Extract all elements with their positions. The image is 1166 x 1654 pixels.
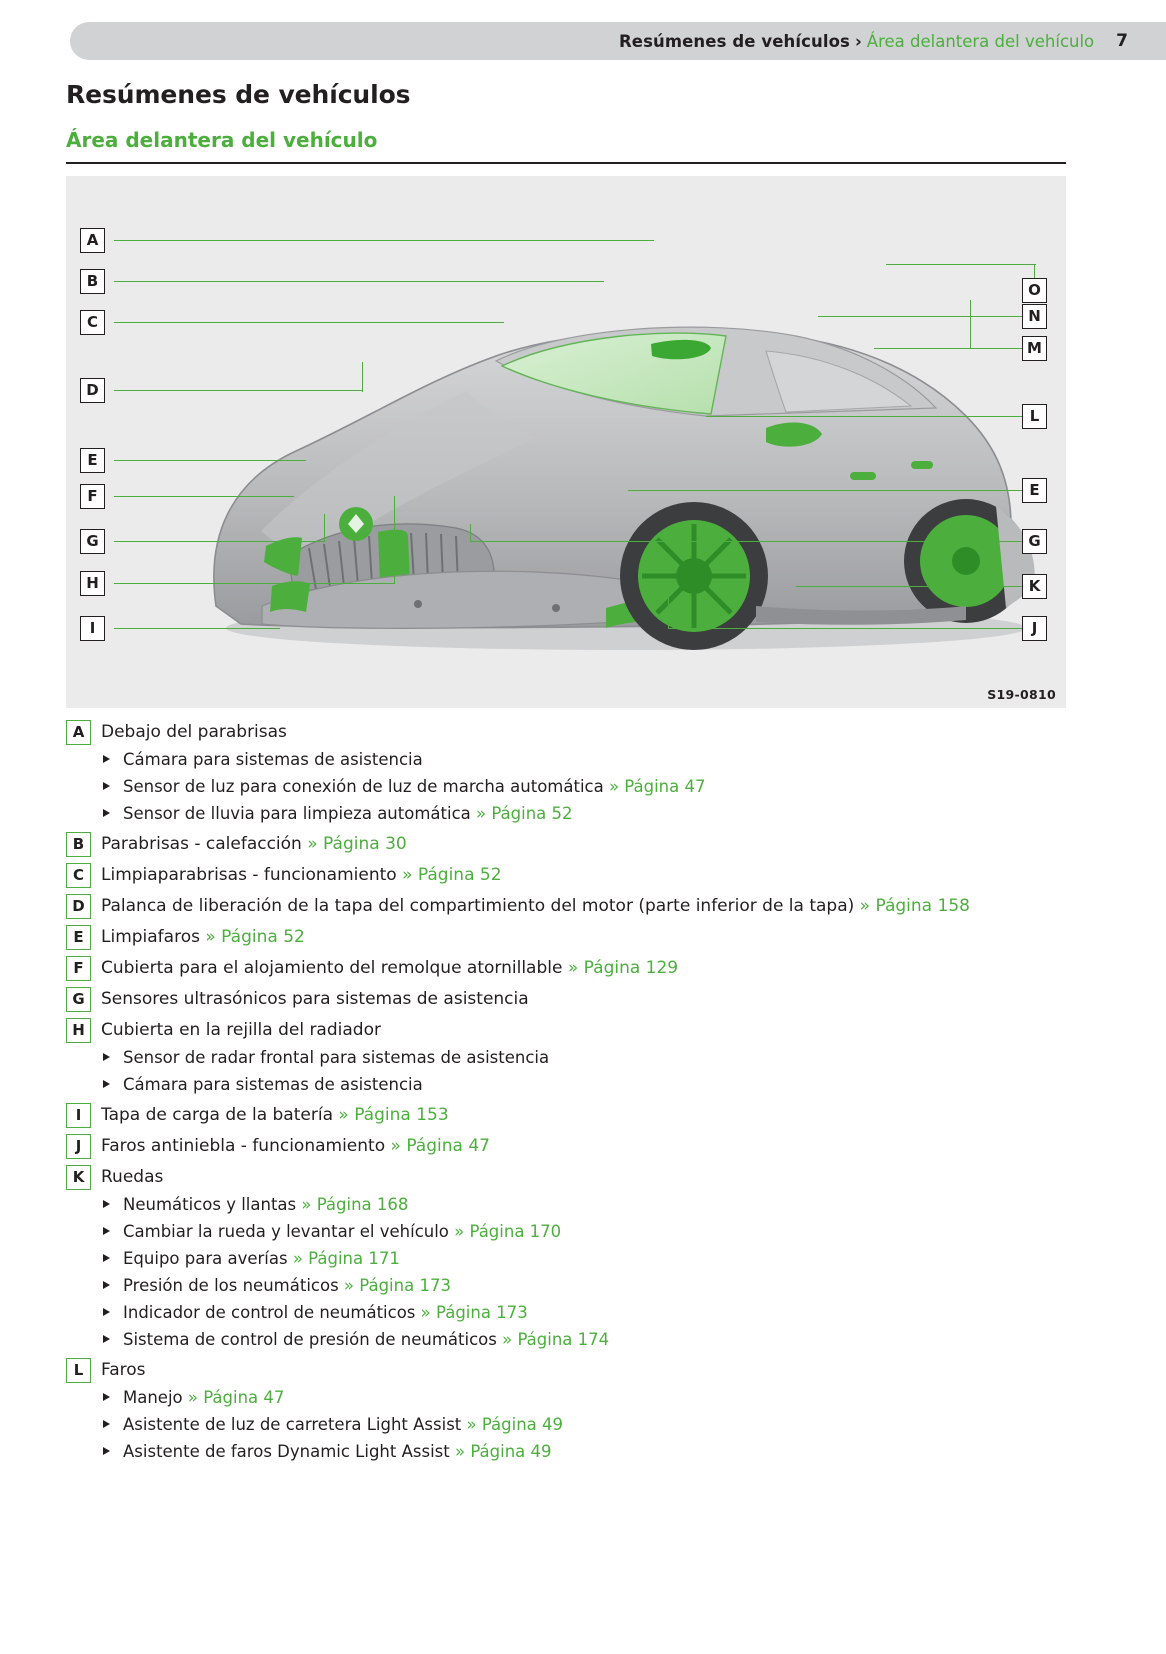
callout-j: J (1022, 616, 1047, 641)
legend-row (66, 1132, 1096, 1160)
callout-e-left: E (80, 448, 105, 473)
page-reference-link[interactable]: » Página 52 (199, 927, 305, 947)
callout-f: F (80, 484, 105, 509)
legend-subitem-text: Asistente de luz de carretera Light Assist (123, 1415, 462, 1434)
leader-line-b (114, 281, 604, 282)
legend-subitem (101, 800, 1096, 827)
page-reference-link[interactable]: » Página 174 (496, 1330, 610, 1349)
triangle-bullet-icon (103, 1281, 110, 1289)
leader-line-j (668, 628, 1046, 629)
legend-subitem-text: Asistente de faros Dynamic Light Assist (123, 1442, 450, 1461)
callout-m: M (1022, 336, 1047, 361)
legend-title (101, 1132, 1096, 1160)
page-number: 7 (1116, 31, 1128, 51)
legend-key: C (66, 863, 91, 888)
leader-line-d-vert (362, 362, 363, 392)
title-divider (66, 162, 1066, 164)
legend-row (66, 1101, 1096, 1129)
leader-line-n (818, 316, 1038, 317)
triangle-bullet-icon (103, 1053, 110, 1061)
legend-title (101, 1016, 1096, 1044)
legend-subitem-text: Presión de los neumáticos (123, 1276, 339, 1295)
legend-title-text: Faros (101, 1360, 146, 1380)
legend-title-text: Limpiaparabrisas - funcionamiento (101, 865, 397, 885)
legend-row (66, 923, 1096, 951)
legend-key: G (66, 987, 91, 1012)
triangle-bullet-icon (103, 1393, 110, 1401)
page-reference-link[interactable]: » Página 49 (461, 1415, 564, 1434)
leader-line-k (796, 586, 1046, 587)
legend-row (66, 861, 1096, 889)
legend-subitem-text: Sistema de control de presión de neumáticos (123, 1330, 497, 1349)
legend-subitem (101, 1411, 1096, 1438)
legend-key: D (66, 894, 91, 919)
legend-row (66, 892, 1096, 920)
leader-line-a (114, 240, 654, 241)
legend-title-text: Palanca de liberación de la tapa del compartimiento del motor (parte inferior de la tapa) (101, 896, 855, 916)
legend-title-text: Sensores ultrasónicos para sistemas de asistencia (101, 989, 529, 1009)
leader-line-f (114, 496, 294, 497)
legend-subitem-text: Sensor de luz para conexión de luz de marcha automática (123, 777, 604, 796)
leader-line-g-left (114, 541, 324, 542)
leader-line-m-vert (970, 300, 971, 348)
triangle-bullet-icon (103, 1254, 110, 1262)
page-reference-link[interactable]: » Página 52 (396, 865, 502, 885)
page-reference-link[interactable]: » Página 171 (287, 1249, 400, 1268)
page-reference-link[interactable]: » Página 47 (182, 1388, 285, 1407)
legend-key: B (66, 832, 91, 857)
legend-title (101, 1101, 1096, 1129)
legend-key: J (66, 1134, 91, 1159)
legend-row (66, 718, 1096, 827)
legend-title (101, 861, 1096, 889)
callout-d: D (80, 378, 105, 403)
legend-key: F (66, 956, 91, 981)
legend-row (66, 954, 1096, 982)
page-reference-link[interactable]: » Página 170 (448, 1222, 562, 1241)
legend-title-text: Debajo del parabrisas (101, 722, 287, 742)
legend-title-text: Tapa de carga de la batería (101, 1105, 333, 1125)
page-reference-link[interactable]: » Página 47 (603, 777, 706, 796)
legend-subitem (101, 1384, 1096, 1411)
legend-subitem-text: Manejo (123, 1388, 183, 1407)
legend-row (66, 830, 1096, 858)
legend-subitem-text: Equipo para averías (123, 1249, 288, 1268)
legend-subitem (101, 1245, 1096, 1272)
triangle-bullet-icon (103, 1447, 110, 1455)
leader-line-e-left (114, 460, 306, 461)
callout-e-right: E (1022, 478, 1047, 503)
legend-subitem (101, 1191, 1096, 1218)
legend-key: K (66, 1165, 91, 1190)
legend-subitem (101, 1326, 1096, 1353)
page-reference-link[interactable]: » Página 173 (415, 1303, 528, 1322)
page-reference-link[interactable]: » Página 52 (470, 804, 573, 823)
leader-line-h (114, 583, 394, 584)
page-reference-link[interactable]: » Página 49 (449, 1442, 552, 1461)
callout-o: O (1022, 278, 1047, 303)
callout-g-right: G (1022, 529, 1047, 554)
legend-key: H (66, 1018, 91, 1043)
leader-line-e-right (628, 490, 1046, 491)
legend-title-text: Ruedas (101, 1167, 164, 1187)
leader-line-m (874, 348, 1038, 349)
legend-body (101, 954, 1096, 982)
legend-row (66, 1016, 1096, 1098)
legend-title (101, 1356, 1096, 1384)
legend-key: L (66, 1358, 91, 1383)
figure-code: S19-0810 (987, 687, 1056, 702)
leader-line-i (114, 628, 280, 629)
legend-subitem-text: Neumáticos y llantas (123, 1195, 297, 1214)
leader-line-o-vert (1034, 264, 1035, 278)
legend-body (101, 718, 1096, 827)
legend-subitem (101, 1218, 1096, 1245)
triangle-bullet-icon (103, 1227, 110, 1235)
legend-subitem-text: Indicador de control de neumáticos (123, 1303, 416, 1322)
leader-line-j-vert (668, 596, 669, 628)
legend-body (101, 1356, 1096, 1465)
legend-title-text: Cubierta para el alojamiento del remolque atornillable (101, 958, 563, 978)
leader-line-g-left-vert (324, 514, 325, 542)
legend-title-text: Faros antiniebla - funcionamiento (101, 1136, 386, 1156)
page-reference-link[interactable]: » Página 129 (562, 958, 679, 978)
callout-h: H (80, 571, 105, 596)
leader-line-d (114, 390, 362, 391)
page-reference-link[interactable]: » Página 30 (301, 834, 407, 854)
callout-i: I (80, 616, 105, 641)
legend-title-text: Limpiafaros (101, 927, 200, 947)
page-reference-link[interactable]: » Página 158 (854, 896, 970, 916)
page-reference-link[interactable]: » Página 153 (332, 1105, 449, 1125)
callout-k: K (1022, 574, 1047, 599)
triangle-bullet-icon (103, 1420, 110, 1428)
leader-line-g-right (470, 541, 1046, 542)
legend-title-text: Parabrisas - calefacción (101, 834, 302, 854)
legend-row (66, 1163, 1096, 1353)
legend-body (101, 892, 1096, 920)
legend-title (101, 985, 1096, 1013)
page-header (70, 22, 1166, 60)
callout-b: B (80, 269, 105, 294)
callout-l: L (1022, 404, 1047, 429)
legend-subitem (101, 1044, 1096, 1071)
callout-g-left: G (80, 529, 105, 554)
legend-body (101, 923, 1096, 951)
leader-line-o (886, 264, 1036, 265)
page-reference-link[interactable]: » Página 168 (296, 1195, 409, 1214)
legend-body (101, 985, 1096, 1013)
triangle-bullet-icon (103, 782, 110, 790)
breadcrumb-sub: Área delantera del vehículo (866, 31, 1095, 51)
legend-title (101, 923, 1096, 951)
legend-title (101, 954, 1096, 982)
legend-subitem-text: Cámara para sistemas de asistencia (123, 750, 423, 769)
triangle-bullet-icon (103, 1080, 110, 1088)
legend-body (101, 1016, 1096, 1098)
breadcrumb-main: Resúmenes de vehículos (618, 31, 850, 51)
vehicle-front-area-figure (66, 176, 1066, 708)
section-title: Área delantera del vehículo (66, 128, 378, 152)
legend-body (101, 861, 1096, 889)
leader-line-c (114, 322, 504, 323)
legend-subitem (101, 746, 1096, 773)
legend-title (101, 1163, 1096, 1191)
callout-a: A (80, 228, 105, 253)
legend-key: I (66, 1103, 91, 1128)
legend-subitem-text: Sensor de lluvia para limpieza automática (123, 804, 471, 823)
legend-body (101, 1163, 1096, 1353)
legend-subitem (101, 1299, 1096, 1326)
triangle-bullet-icon (103, 755, 110, 763)
legend-list (66, 718, 1096, 1468)
legend-subitem (101, 1438, 1096, 1465)
legend-body (101, 1101, 1096, 1129)
triangle-bullet-icon (103, 1200, 110, 1208)
legend-title (101, 892, 1096, 920)
legend-subitem (101, 773, 1096, 800)
breadcrumb-separator: › (854, 31, 862, 51)
leader-line-g-right-vert (470, 524, 471, 542)
triangle-bullet-icon (103, 1308, 110, 1316)
legend-subitem-text: Cámara para sistemas de asistencia (123, 1075, 423, 1094)
legend-subitem (101, 1272, 1096, 1299)
legend-subitem-text: Sensor de radar frontal para sistemas de asistencia (123, 1048, 550, 1067)
legend-subitem (101, 1071, 1096, 1098)
page-title: Resúmenes de vehículos (66, 80, 411, 109)
triangle-bullet-icon (103, 1335, 110, 1343)
legend-body (101, 830, 1096, 858)
leader-line-h-vert (394, 496, 395, 584)
callout-c: C (80, 310, 105, 335)
legend-body (101, 1132, 1096, 1160)
leader-line-l (706, 416, 1046, 417)
triangle-bullet-icon (103, 809, 110, 817)
legend-row (66, 985, 1096, 1013)
legend-title (101, 830, 1096, 858)
page-reference-link[interactable]: » Página 173 (338, 1276, 451, 1295)
callout-n: N (1022, 304, 1047, 329)
page-reference-link[interactable]: » Página 47 (385, 1136, 490, 1156)
legend-row (66, 1356, 1096, 1465)
legend-key: A (66, 720, 91, 745)
legend-title-text: Cubierta en la rejilla del radiador (101, 1020, 381, 1040)
legend-key: E (66, 925, 91, 950)
legend-subitem-text: Cambiar la rueda y levantar el vehículo (123, 1222, 449, 1241)
legend-title (101, 718, 1096, 746)
